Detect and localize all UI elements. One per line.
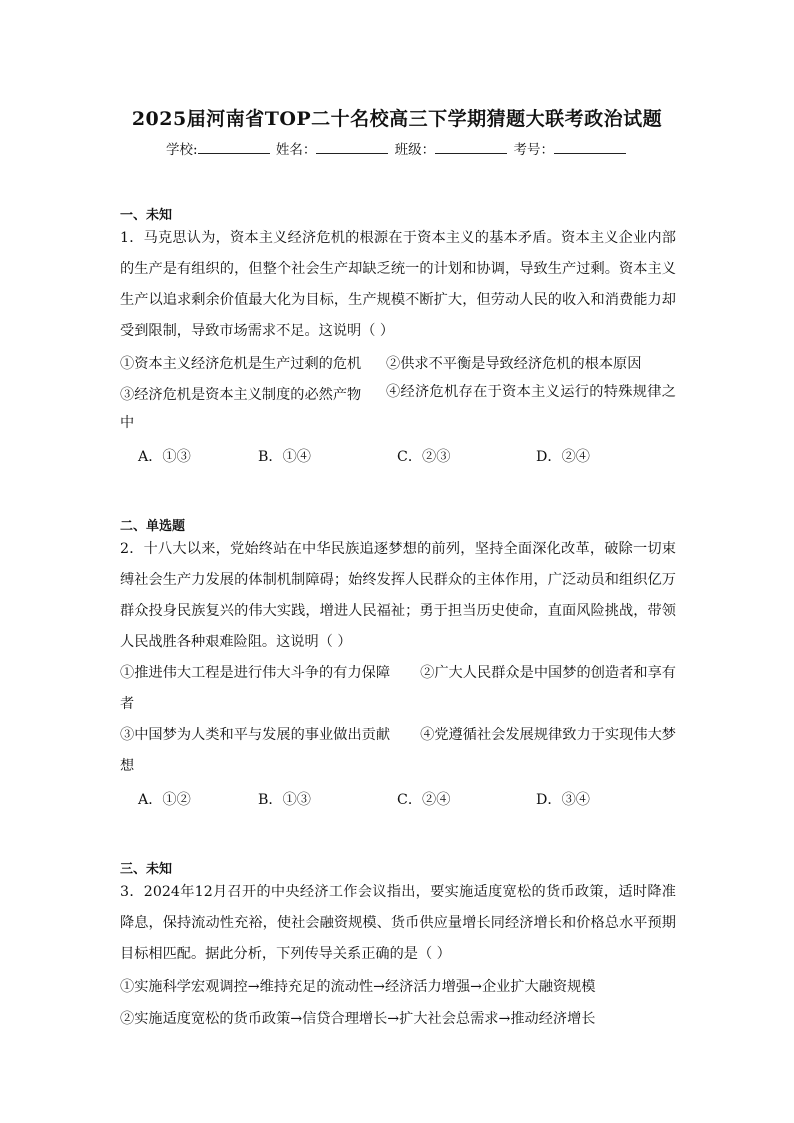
question-option — [120, 658, 676, 720]
question-option: ②实施适度宽松的货币政策→信贷合理增长→扩大社会总需求→推动经济增长 — [120, 1011, 596, 1027]
student-info-line — [0, 138, 794, 158]
question-stem: 1．马克思认为，资本主义经济危机的根源在于资本主义的基本矛盾。资本主义企业内部的生产是有组织的，但整个社会生产却缺乏统一的计划和协调，导致生产过剩。资本主义生产以追求剩余价值最大化为目标，生产规模不断扩大，但劳动人民的收入和消费能力却受到限制，导致市场需求不足。这说明（ ） — [120, 230, 676, 339]
option-2: ②广大人民群众是中国梦的创造者和享有者 — [120, 665, 676, 712]
number-label: 考号： — [513, 142, 554, 158]
section-heading: 一、未知 — [120, 208, 173, 223]
class-blank — [435, 140, 507, 154]
option-3: ③中国梦为人类和平与发展的事业做出贡献 — [120, 727, 391, 743]
school-blank — [198, 140, 270, 154]
class-label: 班级： — [394, 142, 436, 158]
answer-choice[interactable]: A．①② — [138, 792, 191, 808]
answer-choice[interactable]: D．③④ — [536, 792, 590, 808]
answer-choice[interactable]: C．②③ — [397, 449, 451, 465]
school-label: 学校: — [166, 142, 198, 158]
question-option: ③经济危机是资本主义制度的必然产物 — [120, 387, 362, 403]
section-heading: 三、未知 — [120, 862, 173, 877]
question-stem: 3．2024年12月召开的中央经济工作会议指出，要实施适度宽松的货币政策，适时降准降息，保持流动性充裕，使社会融资规模、货币供应量增长同经济增长和价格总水平预期目标相匹配。据此分析，下列传导关系正确的是（ ） — [120, 884, 676, 962]
answer-choice[interactable]: A．①③ — [138, 449, 191, 465]
question-option: ①实施科学宏观调控→维持充足的流动性→经济活力增强→企业扩大融资规模 — [120, 979, 596, 995]
name-blank — [316, 140, 388, 154]
answer-choice[interactable]: B．①④ — [258, 449, 311, 465]
answer-choice[interactable]: D．②④ — [536, 449, 590, 465]
question-stem: 2．十八大以来，党始终站在中华民族追逐梦想的前列，坚持全面深化改革，破除一切束缚社会生产力发展的体制机制障碍；始终发挥人民群众的主体作用，广泛动员和组织亿万群众投身民族复兴的伟大实践，增进人民福祉；勇于担当历史使命，直面风险挑战，带领人民战胜各种艰难险阻。这说明（ ） — [120, 541, 676, 650]
question-option: ①资本主义经济危机是生产过剩的危机 — [120, 356, 362, 372]
question-option — [120, 720, 676, 782]
option-4: ④党遵循社会发展规律致力于实现伟大梦想 — [120, 727, 676, 774]
question-option: ②供求不平衡是导致经济危机的根本原因 — [386, 356, 642, 372]
answer-choice[interactable]: B．①③ — [258, 792, 311, 808]
name-label: 姓名： — [275, 142, 317, 158]
section-heading: 二、单选题 — [120, 519, 186, 534]
option-1: ①推进伟大工程是进行伟大斗争的有力保障 — [120, 665, 391, 681]
question-option: ④经济危机存在于资本主义运行的特殊规律之中 — [120, 384, 676, 431]
number-blank — [554, 140, 626, 154]
exam-title: 2025届河南省TOP二十名校高三下学期猜题大联考政治试题 — [131, 108, 663, 130]
answer-choice[interactable]: C．②④ — [397, 792, 451, 808]
